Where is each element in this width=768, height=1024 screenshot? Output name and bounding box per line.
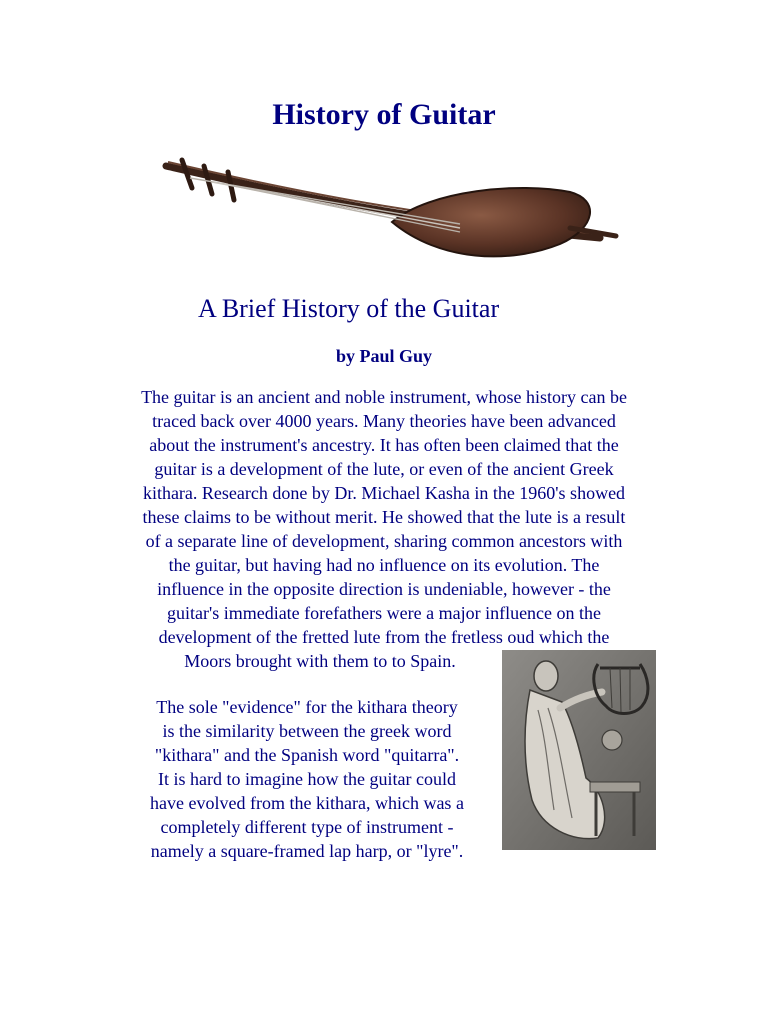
page-title: History of Guitar [272,98,496,131]
article-byline: by Paul Guy [335,346,433,366]
text-line: guitar's immediate forefathers were a major influence on the [166,603,602,623]
text-line: completely different type of instrument - [160,817,454,837]
text-line: development of the fretted lute from the fretless oud which the [158,627,610,647]
text-line: The sole "evidence" for the kithara theory [156,697,458,717]
text-line: the guitar, but having had no influence on its evolution. The [168,555,600,575]
text-line: have evolved from the kithara, which was a [150,793,464,813]
kithara-relief-image [502,650,656,850]
ancient-instrument-image [160,152,622,272]
text-line: kithara. Research done by Dr. Michael Kasha in the 1960's showed [142,483,626,503]
paragraph-kithara [118,695,496,863]
text-line: is the similarity between the greek word [162,721,452,741]
paragraph-intro [108,385,660,649]
text-line: guitar is a development of the lute, or even of the ancient Greek [154,459,614,479]
article-subtitle: A Brief History of the Guitar [198,294,500,323]
text-line: namely a square-framed lap harp, or "lyre". [150,841,464,861]
text-line: Moors brought with them to to Spain. [184,651,456,671]
text-line: about the instrument's ancestry. It has often been claimed that the [149,435,619,455]
text-line: these claims to be without merit. He showed that the lute is a result [142,507,626,527]
text-line: of a separate line of development, sharing common ancestors with [145,531,623,551]
text-line: traced back over 4000 years. Many theories have been advanced [152,411,616,431]
paragraph-intro-end [140,649,500,673]
text-line: It is hard to imagine how the guitar could [158,769,456,789]
text-line: The guitar is an ancient and noble instrument, whose history can be [141,387,627,407]
text-line: influence in the opposite direction is undeniable, however - the [157,579,611,599]
text-line: "kithara" and the Spanish word "quitarra". [154,745,460,765]
